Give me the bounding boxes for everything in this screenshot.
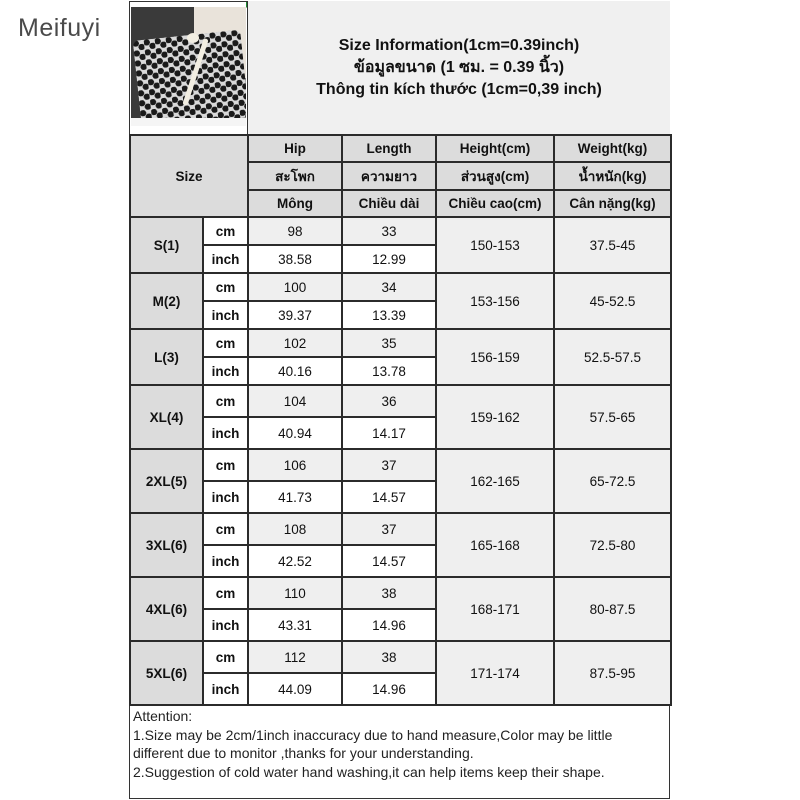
header-height-th: ส่วนสูง(cm) xyxy=(436,162,554,190)
height-range: 150-153 xyxy=(436,217,554,273)
hip-cm: 110 xyxy=(248,577,342,609)
table-row-l-cm xyxy=(130,329,671,357)
unit-inch: inch xyxy=(203,357,248,385)
length-inch: 14.17 xyxy=(342,417,436,449)
height-range: 168-171 xyxy=(436,577,554,641)
length-cm: 38 xyxy=(342,577,436,609)
header-hip-en: Hip xyxy=(248,135,342,162)
height-range: 159-162 xyxy=(436,385,554,449)
attention-heading: Attention: xyxy=(133,708,193,724)
header-hip-vi: Mông xyxy=(248,190,342,217)
height-range: 162-165 xyxy=(436,449,554,513)
size-label: S(1) xyxy=(130,217,203,273)
hip-inch: 40.94 xyxy=(248,417,342,449)
weight-range: 72.5-80 xyxy=(554,513,671,577)
header-weight-en: Weight(kg) xyxy=(554,135,671,162)
weight-range: 37.5-45 xyxy=(554,217,671,273)
unit-cm: cm xyxy=(203,577,248,609)
table-row-3xl-cm xyxy=(130,513,671,545)
length-inch: 14.57 xyxy=(342,481,436,513)
hip-inch: 40.16 xyxy=(248,357,342,385)
hip-inch: 43.31 xyxy=(248,609,342,641)
header-length-th: ความยาว xyxy=(342,162,436,190)
length-inch: 14.57 xyxy=(342,545,436,577)
size-label: 3XL(6) xyxy=(130,513,203,577)
size-label: 4XL(6) xyxy=(130,577,203,641)
length-inch: 14.96 xyxy=(342,609,436,641)
header-hip-th: สะโพก xyxy=(248,162,342,190)
unit-inch: inch xyxy=(203,481,248,513)
length-inch: 14.96 xyxy=(342,673,436,705)
attention-note-2: 2.Suggestion of cold water hand washing,it can help items keep their shape. xyxy=(133,763,605,780)
hip-cm: 98 xyxy=(248,217,342,245)
hip-inch: 39.37 xyxy=(248,301,342,329)
unit-inch: inch xyxy=(203,545,248,577)
size-label: M(2) xyxy=(130,273,203,329)
length-cm: 38 xyxy=(342,641,436,673)
unit-cm: cm xyxy=(203,513,248,545)
header-length-vi: Chiều dài xyxy=(342,190,436,217)
hip-inch: 42.52 xyxy=(248,545,342,577)
table-row-xl-cm xyxy=(130,385,671,417)
height-range: 171-174 xyxy=(436,641,554,705)
size-label: L(3) xyxy=(130,329,203,385)
hip-cm: 104 xyxy=(248,385,342,417)
length-inch: 12.99 xyxy=(342,245,436,273)
length-cm: 35 xyxy=(342,329,436,357)
unit-cm: cm xyxy=(203,385,248,417)
length-inch: 13.78 xyxy=(342,357,436,385)
table-row-s-cm xyxy=(130,217,671,245)
photo-bottom-strip xyxy=(131,118,246,126)
unit-cm: cm xyxy=(203,273,248,301)
length-cm: 33 xyxy=(342,217,436,245)
unit-inch: inch xyxy=(203,609,248,641)
length-cm: 37 xyxy=(342,513,436,545)
hip-cm: 100 xyxy=(248,273,342,301)
title-english: Size Information(1cm=0.39inch) xyxy=(338,36,580,54)
unit-inch: inch xyxy=(203,245,248,273)
hip-cm: 106 xyxy=(248,449,342,481)
hip-cm: 108 xyxy=(248,513,342,545)
attention-note-1: 1.Size may be 2cm/1inch inaccuracy due to hand measure,Color may be little different due to monitor ,thanks for your understanding. xyxy=(133,726,613,761)
unit-cm: cm xyxy=(203,449,248,481)
unit-inch: inch xyxy=(203,417,248,449)
weight-range: 87.5-95 xyxy=(554,641,671,705)
size-label: XL(4) xyxy=(130,385,203,449)
header-weight-vi: Cân nặng(kg) xyxy=(554,190,671,217)
title-vietnamese: Thông tin kích thước (1cm=0,39 inch) xyxy=(316,80,602,98)
size-column-header: Size xyxy=(130,135,248,217)
hip-inch: 38.58 xyxy=(248,245,342,273)
attention-notes xyxy=(129,706,670,799)
weight-range: 65-72.5 xyxy=(554,449,671,513)
unit-inch: inch xyxy=(203,301,248,329)
length-cm: 36 xyxy=(342,385,436,417)
header-height-en: Height(cm) xyxy=(436,135,554,162)
size-label: 5XL(6) xyxy=(130,641,203,705)
length-inch: 13.39 xyxy=(342,301,436,329)
hip-inch: 44.09 xyxy=(248,673,342,705)
size-table xyxy=(129,134,672,706)
size-label: 2XL(5) xyxy=(130,449,203,513)
header-weight-th: น้ำหนัก(kg) xyxy=(554,162,671,190)
weight-range: 80-87.5 xyxy=(554,577,671,641)
patterned-shorts-image xyxy=(133,30,246,126)
brand-logo: Meifuyi xyxy=(18,14,101,42)
header-height-vi: Chiều cao(cm) xyxy=(436,190,554,217)
table-row-2xl-cm xyxy=(130,449,671,481)
table-row-4xl-cm xyxy=(130,577,671,609)
table-row-5xl-cm xyxy=(130,641,671,673)
weight-range: 45-52.5 xyxy=(554,273,671,329)
table-row-m-cm xyxy=(130,273,671,301)
header-length-en: Length xyxy=(342,135,436,162)
product-photo xyxy=(131,7,246,126)
height-range: 165-168 xyxy=(436,513,554,577)
size-information-title xyxy=(247,1,670,134)
length-cm: 37 xyxy=(342,449,436,481)
length-cm: 34 xyxy=(342,273,436,301)
weight-range: 52.5-57.5 xyxy=(554,329,671,385)
unit-cm: cm xyxy=(203,217,248,245)
height-range: 153-156 xyxy=(436,273,554,329)
weight-range: 57.5-65 xyxy=(554,385,671,449)
title-thai: ข้อมูลขนาด (1 ซม. = 0.39 นิ้ว) xyxy=(353,58,565,76)
unit-cm: cm xyxy=(203,329,248,357)
drawstring-knot xyxy=(187,33,199,43)
unit-inch: inch xyxy=(203,673,248,705)
hip-cm: 102 xyxy=(248,329,342,357)
height-range: 156-159 xyxy=(436,329,554,385)
hip-inch: 41.73 xyxy=(248,481,342,513)
unit-cm: cm xyxy=(203,641,248,673)
hip-cm: 112 xyxy=(248,641,342,673)
